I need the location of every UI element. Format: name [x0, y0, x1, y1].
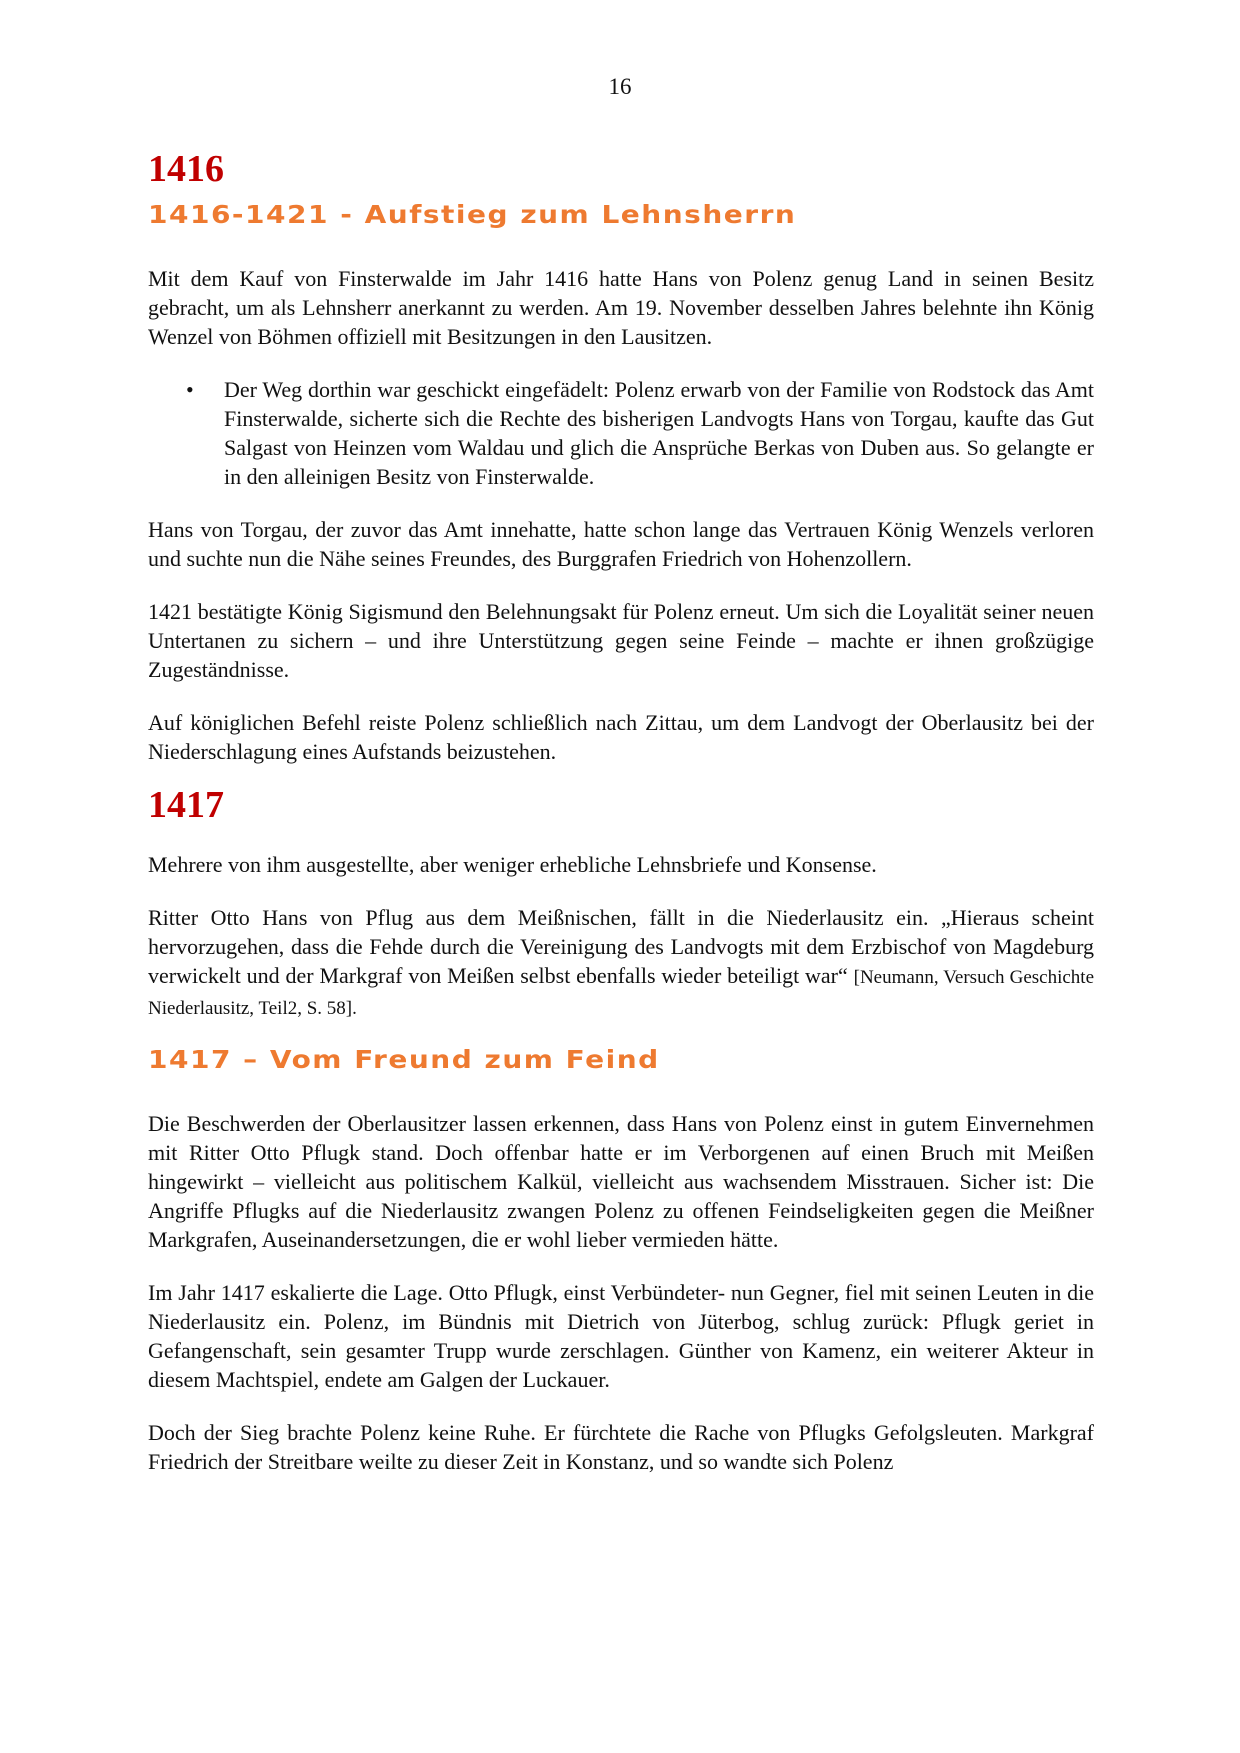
paragraph-1417-1: Mehrere von ihm ausgestellte, aber weniger erhebliche Lehnsbriefe und Konsense.: [148, 852, 877, 877]
year-heading-1417: 1417: [148, 784, 224, 826]
citation: [Neumann, Versuch Geschichte Niederlausitz, Teil2, S. 58].: [148, 967, 1095, 1019]
section-title-aufstieg: 1416-1421 - Aufstieg zum Lehnsherrn: [148, 199, 797, 230]
paragraph-1417-5: Doch der Sieg brachte Polenz keine Ruhe. Er fürchtete die Rache von Pflugks Gefolgsleuten. Markgraf Friedrich der Streitbare weilte zu dieser Zeit in Konstanz, und so wandte sich Polenz: [148, 1420, 1094, 1474]
list-item: [148, 375, 1094, 491]
paragraph-1416-2: Hans von Torgau, der zuvor das Amt innehatte, hatte schon lange das Vertrauen König Wenzels verloren und suchte nun die Nähe seines Freundes, des Burggrafen Friedrich von Hohenzollern.: [148, 517, 1094, 571]
bullet-text: Der Weg dorthin war geschickt eingefädelt: Polenz erwarb von der Familie von Rodstock das Amt Finsterwalde, sicherte sich die Rechte des bisherigen Landvogts Hans von Torgau, kaufte das Gut Salgast von Heinzen vom Waldau und glich die Ansprüche Berkas von Duben aus. So gelangte er in den alleinigen Besitz von Finsterwalde.: [224, 377, 1094, 489]
paragraph-1417-3: Die Beschwerden der Oberlausitzer lassen erkennen, dass Hans von Polenz einst in gutem Einvernehmen mit Ritter Otto Pflugk stand. Doch offenbar hatte er im Verborgenen auf einen Bruch mit Meißen hingewirkt – vielleicht aus politischem Kalkül, vielleicht aus wachsendem Misstrauen. Sicher ist: Die Angriffe Pflugks auf die Niederlausitz zwangen Polenz zu offenen Feindseligkeiten gegen die Meißner Markgrafen, Auseinandersetzungen, die er wohl lieber vermieden hätte.: [148, 1111, 1094, 1252]
page-number: 16: [608, 74, 632, 99]
paragraph-1416-4: Auf königlichen Befehl reiste Polenz schließlich nach Zittau, um dem Landvogt der Oberlausitz bei der Niederschlagung eines Aufstands beizustehen.: [148, 710, 1094, 764]
paragraph-1417-4: Im Jahr 1417 eskalierte die Lage. Otto Pflugk, einst Verbündeter- nun Gegner, fiel mit seinen Leuten in die Niederlausitz ein. Polenz, im Bündnis mit Dietrich von Jüterbog, schlug zurück: Pflugk geriet in Gefangenschaft, sein gesamter Trupp wurde zerschlagen. Günther von Kamenz, ein weiterer Akteur in diesem Machtspiel, endete am Galgen der Luckauer.: [148, 1280, 1094, 1392]
paragraph-1416-3: 1421 bestätigte König Sigismund den Belehnungsakt für Polenz erneut. Um sich die Loyalität seiner neuen Untertanen zu sichern – und ihre Unterstützung gegen seine Feinde – machte er ihnen großzügige Zugeständnisse.: [148, 599, 1094, 682]
quote-text: Ritter Otto Hans von Pflug aus dem Meißnischen, fällt in die Niederlausitz ein. „Hieraus scheint hervorzugehen, dass die Fehde durch die Vereinigung des Landvogts mit dem Erzbischof von Magdeburg verwickelt und der Markgraf von Meißen selbst ebenfalls wieder beteiligt war“: [148, 905, 1094, 988]
bullet-icon: •: [186, 377, 194, 402]
year-heading-1416: 1416: [148, 148, 224, 190]
section-title-freund-feind: 1417 – Vom Freund zum Feind: [148, 1044, 660, 1075]
paragraph-1417-2: [148, 903, 1094, 1023]
bullet-list: [148, 375, 1094, 491]
page-content: [148, 146, 1094, 1476]
paragraph-1416-1: Mit dem Kauf von Finsterwalde im Jahr 1416 hatte Hans von Polenz genug Land in seinen Besitz gebracht, um als Lehnsherr anerkannt zu werden. Am 19. November desselben Jahres belehnte ihn König Wenzel von Böhmen offiziell mit Besitzungen in den Lausitzen.: [148, 266, 1094, 349]
